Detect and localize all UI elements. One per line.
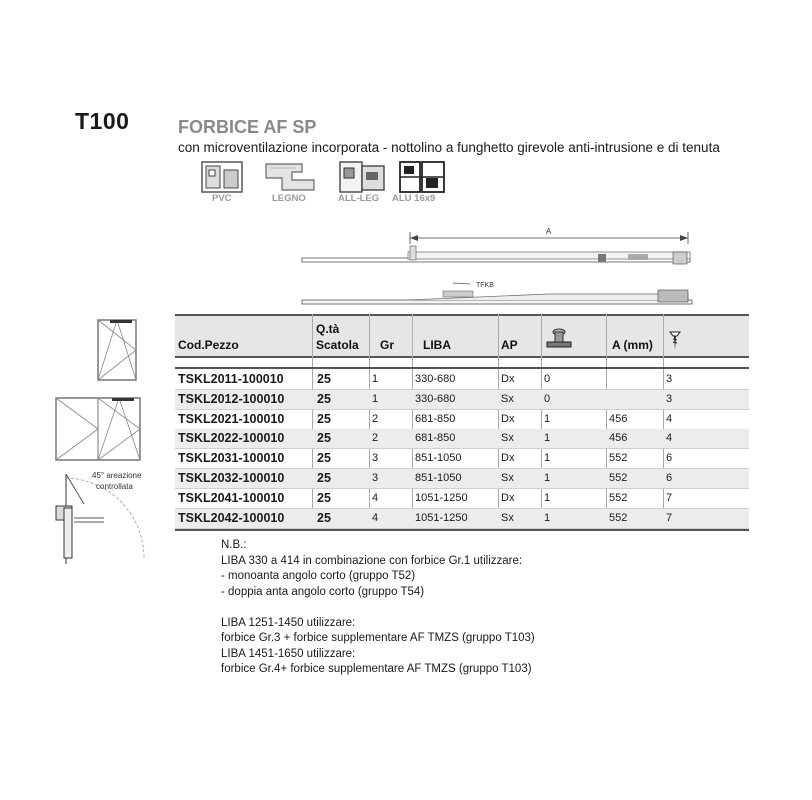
ventilation-label-1: 45° areazione <box>92 471 142 480</box>
cell-screw: 7 <box>666 511 673 524</box>
cell-a: 456 <box>609 432 628 445</box>
cell-code: TSKL2012-100010 <box>178 391 285 406</box>
cell-a: 552 <box>609 491 628 504</box>
notes-line: LIBA 1451-1650 utilizzare: <box>221 647 356 660</box>
cell-knob: 1 <box>544 472 551 484</box>
cell-knob: 1 <box>544 452 551 465</box>
product-code: T100 <box>75 108 130 134</box>
knob-icon <box>545 326 573 352</box>
cell-a: 552 <box>609 511 628 524</box>
scissor-arm-drawing <box>298 228 698 312</box>
cell-ap: Dx <box>501 412 515 425</box>
cell-gr: 2 <box>372 412 379 425</box>
cell-liba: 1051-1250 <box>415 511 468 524</box>
wood-profile-icon <box>262 160 318 194</box>
cell-code: TSKL2022-100010 <box>178 431 285 446</box>
cell-a: 552 <box>609 472 628 484</box>
cell-ap: Sx <box>501 432 514 445</box>
cell-qty: 25 <box>317 471 331 485</box>
table-row <box>175 410 749 430</box>
notes-line: - doppia anta angolo corto (gruppo T54) <box>221 585 425 598</box>
table-row <box>175 370 749 390</box>
cell-screw: 4 <box>666 432 673 445</box>
cell-gr: 3 <box>372 452 379 465</box>
product-title: FORBICE AF SP <box>178 117 317 137</box>
cell-qty: 25 <box>317 411 331 426</box>
cell-gr: 1 <box>372 392 379 405</box>
ventilation-label-2: controllata <box>96 482 133 491</box>
ventilation-hinge-diagram <box>44 468 154 568</box>
notes-line: forbice Gr.4+ forbice supplementare AF TMZS (gruppo T103) <box>221 663 532 675</box>
cell-gr: 2 <box>372 432 379 445</box>
cell-liba: 681-850 <box>415 412 456 425</box>
material-label-alu: ALU 16x9 <box>392 193 436 204</box>
cell-ap: Sx <box>501 392 514 405</box>
table-row <box>175 449 749 469</box>
cell-ap: Sx <box>501 511 514 524</box>
cell-code: TSKL2042-100010 <box>178 510 285 525</box>
cell-a: 456 <box>609 412 628 425</box>
cell-code: TSKL2032-100010 <box>178 471 285 485</box>
cell-liba: 1051-1250 <box>415 491 468 504</box>
cell-gr: 1 <box>372 373 379 385</box>
dimension-a-label: A <box>546 228 552 236</box>
screw-icon <box>669 330 681 352</box>
material-label-legno: LEGNO <box>272 193 306 204</box>
cell-screw: 7 <box>666 491 673 504</box>
alu-profile-icon <box>396 160 450 194</box>
cell-qty: 25 <box>317 372 331 386</box>
cell-qty: 25 <box>317 490 331 505</box>
header-ap: AP <box>501 338 518 352</box>
cell-ap: Sx <box>501 472 514 484</box>
cell-liba: 681-850 <box>415 432 456 445</box>
cell-screw: 3 <box>666 373 673 385</box>
cell-ap: Dx <box>501 491 515 504</box>
material-label-all-leg: ALL-LEG <box>338 193 380 204</box>
cell-ap: Dx <box>501 373 515 385</box>
cell-knob: 1 <box>544 412 551 425</box>
cell-ap: Dx <box>501 452 515 465</box>
notes-block <box>221 538 535 678</box>
header-qta: Q.tà <box>316 322 340 336</box>
alu-wood-profile-icon <box>336 160 388 194</box>
cell-knob: 1 <box>544 511 551 524</box>
cell-screw: 6 <box>666 472 673 484</box>
cell-qty: 25 <box>317 391 331 406</box>
cell-code: TSKL2031-100010 <box>178 451 285 466</box>
material-label-pvc: PVC <box>212 193 232 204</box>
cell-knob: 1 <box>544 432 551 445</box>
notes-line: LIBA 330 a 414 in combinazione con forbice Gr.1 utilizzare: <box>221 554 523 567</box>
table-row <box>175 390 749 410</box>
table-row <box>175 489 749 509</box>
cell-screw: 4 <box>666 412 673 425</box>
pvc-profile-icon <box>198 160 248 194</box>
cell-liba: 330-680 <box>415 392 456 405</box>
cell-a: 552 <box>609 452 628 465</box>
header-cod-pezzo: Cod.Pezzo <box>178 338 239 352</box>
cell-knob: 1 <box>544 491 551 504</box>
tfkb-label: TFKB <box>476 282 494 289</box>
single-sash-window-icon <box>96 318 138 382</box>
cell-qty: 25 <box>317 431 331 446</box>
cell-gr: 4 <box>372 491 379 504</box>
cell-qty: 25 <box>317 451 331 466</box>
header-scatola: Scatola <box>316 338 359 352</box>
cell-code: TSKL2021-100010 <box>178 411 285 426</box>
cell-liba: 330-680 <box>415 373 456 385</box>
cell-gr: 3 <box>372 472 379 484</box>
cell-code: TSKL2041-100010 <box>178 490 285 505</box>
notes-nb: N.B.: <box>221 539 247 551</box>
cell-qty: 25 <box>317 510 331 525</box>
table-row <box>175 509 749 529</box>
cell-knob: 0 <box>544 373 551 385</box>
cell-knob: 0 <box>544 392 551 405</box>
header-gr: Gr <box>380 338 395 352</box>
product-subtitle: con microventilazione incorporata - nottolino a funghetto girevole anti-intrusione e di tenuta <box>178 140 720 155</box>
double-sash-window-icon <box>54 396 142 462</box>
header-liba: LIBA <box>423 338 451 352</box>
header-a-mm: A (mm) <box>612 338 653 352</box>
cell-screw: 3 <box>666 392 673 405</box>
cell-screw: 6 <box>666 452 673 465</box>
cell-gr: 4 <box>372 511 379 524</box>
notes-line: - monoanta angolo corto (gruppo T52) <box>221 570 416 582</box>
table-row <box>175 469 749 489</box>
cell-liba: 851-1050 <box>415 452 462 465</box>
cell-code: TSKL2011-100010 <box>178 372 284 386</box>
cell-liba: 851-1050 <box>415 472 462 484</box>
table-row <box>175 429 749 449</box>
notes-line: forbice Gr.3 + forbice supplementare AF TMZS (gruppo T103) <box>221 632 535 644</box>
notes-line: LIBA 1251-1450 utilizzare: <box>221 616 356 629</box>
